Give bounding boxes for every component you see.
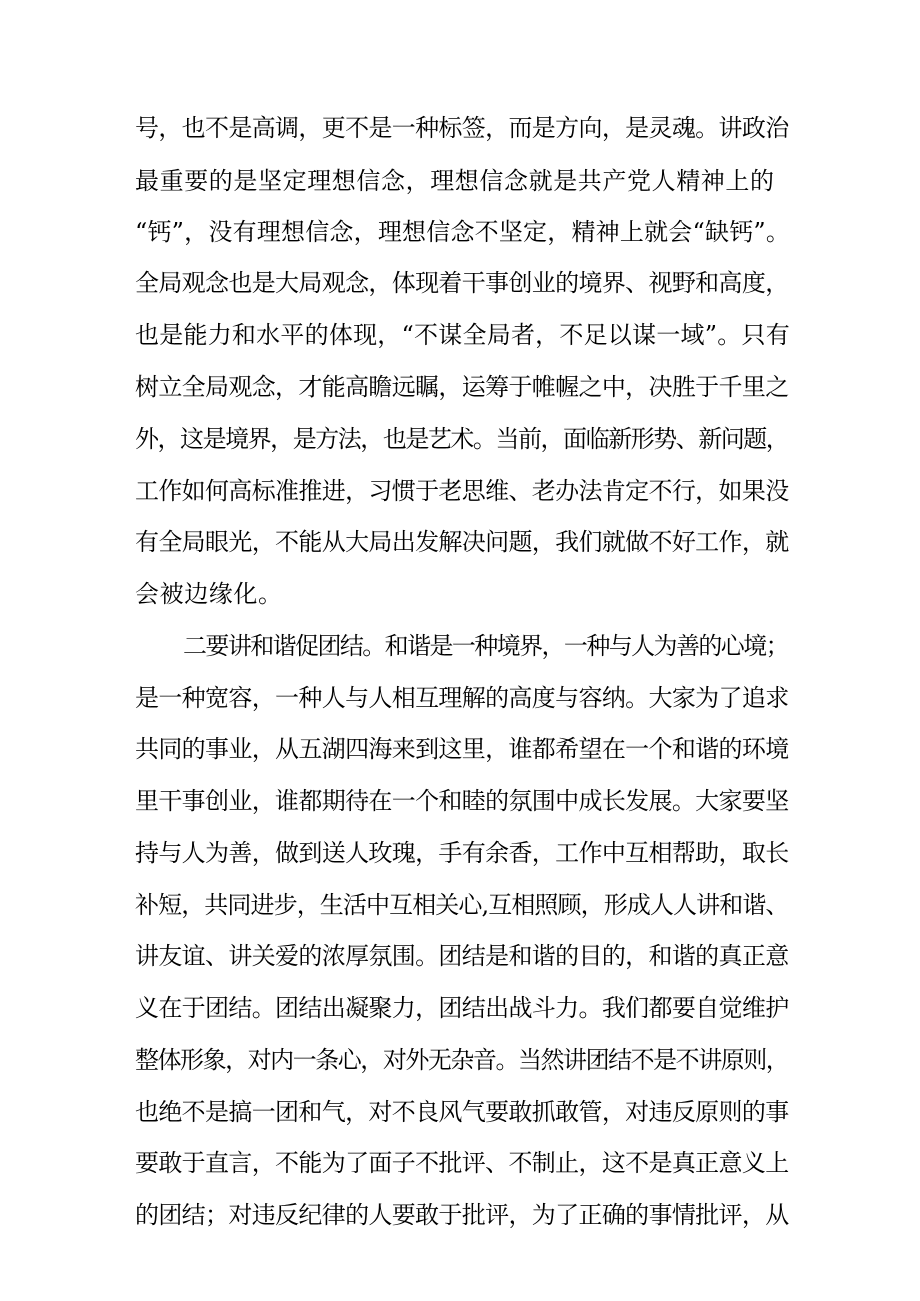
text-line: 工作如何高标准推进，习惯于老思维、老办法肯定不行，如果没	[135, 477, 789, 505]
paragraph-start-line: 二要讲和谐促团结。和谐是一种境界，一种与人为善的心境；	[183, 632, 789, 660]
text-line: 也是能力和水平的体现，“不谋全局者，不足以谋一域”。只有	[135, 321, 790, 349]
text-line: 树立全局观念，才能高瞻远瞩，运筹于帷幄之中，决胜于千里之	[135, 373, 789, 401]
text-line: “钙”，没有理想信念，理想信念不坚定，精神上就会“缺钙”。	[135, 218, 791, 246]
text-line: 最重要的是坚定理想信念，理想信念就是共产党人精神上的	[135, 167, 775, 195]
text-line: 全局观念也是大局观念，体现着干事创业的境界、视野和高度，	[135, 269, 789, 297]
text-line: 会被边缘化。	[135, 580, 283, 608]
text-line: 里干事创业，谁都期待在一个和睦的氛围中成长发展。大家要坚	[135, 787, 789, 815]
text-line: 整体形象，对内一条心，对外无杂音。当然讲团结不是不讲原则，	[135, 1046, 789, 1074]
text-line: 有全局眼光，不能从大局出发解决问题，我们就做不好工作，就	[135, 528, 789, 556]
text-line: 义在于团结。团结出凝聚力，团结出战斗力。我们都要自觉维护	[135, 994, 789, 1022]
text-line: 的团结；对违反纪律的人要敢于批评，为了正确的事情批评，从	[135, 1201, 789, 1229]
text-line: 共同的事业，从五湖四海来到这里，谁都希望在一个和谐的环境	[135, 735, 789, 763]
text-line: 补短，共同进步，生活中互相关心,互相照顾，形成人人讲和谐、	[135, 891, 789, 919]
text-line: 持与人为善，做到送人玫瑰，手有余香，工作中互相帮助，取长	[135, 839, 789, 867]
text-line: 外，这是境界，是方法，也是艺术。当前，面临新形势、新问题，	[135, 425, 789, 453]
text-line: 要敢于直言，不能为了面子不批评、不制止，这不是真正意义上	[135, 1149, 789, 1177]
text-line: 讲友谊、讲关爱的浓厚氛围。团结是和谐的目的，和谐的真正意	[135, 942, 789, 970]
text-line: 也绝不是搞一团和气，对不良风气要敢抓敢管，对违反原则的事	[135, 1098, 789, 1126]
text-line: 号，也不是高调，更不是一种标签，而是方向，是灵魂。讲政治	[135, 114, 789, 142]
text-line: 是一种宽容，一种人与人相互理解的高度与容纳。大家为了追求	[135, 684, 789, 712]
